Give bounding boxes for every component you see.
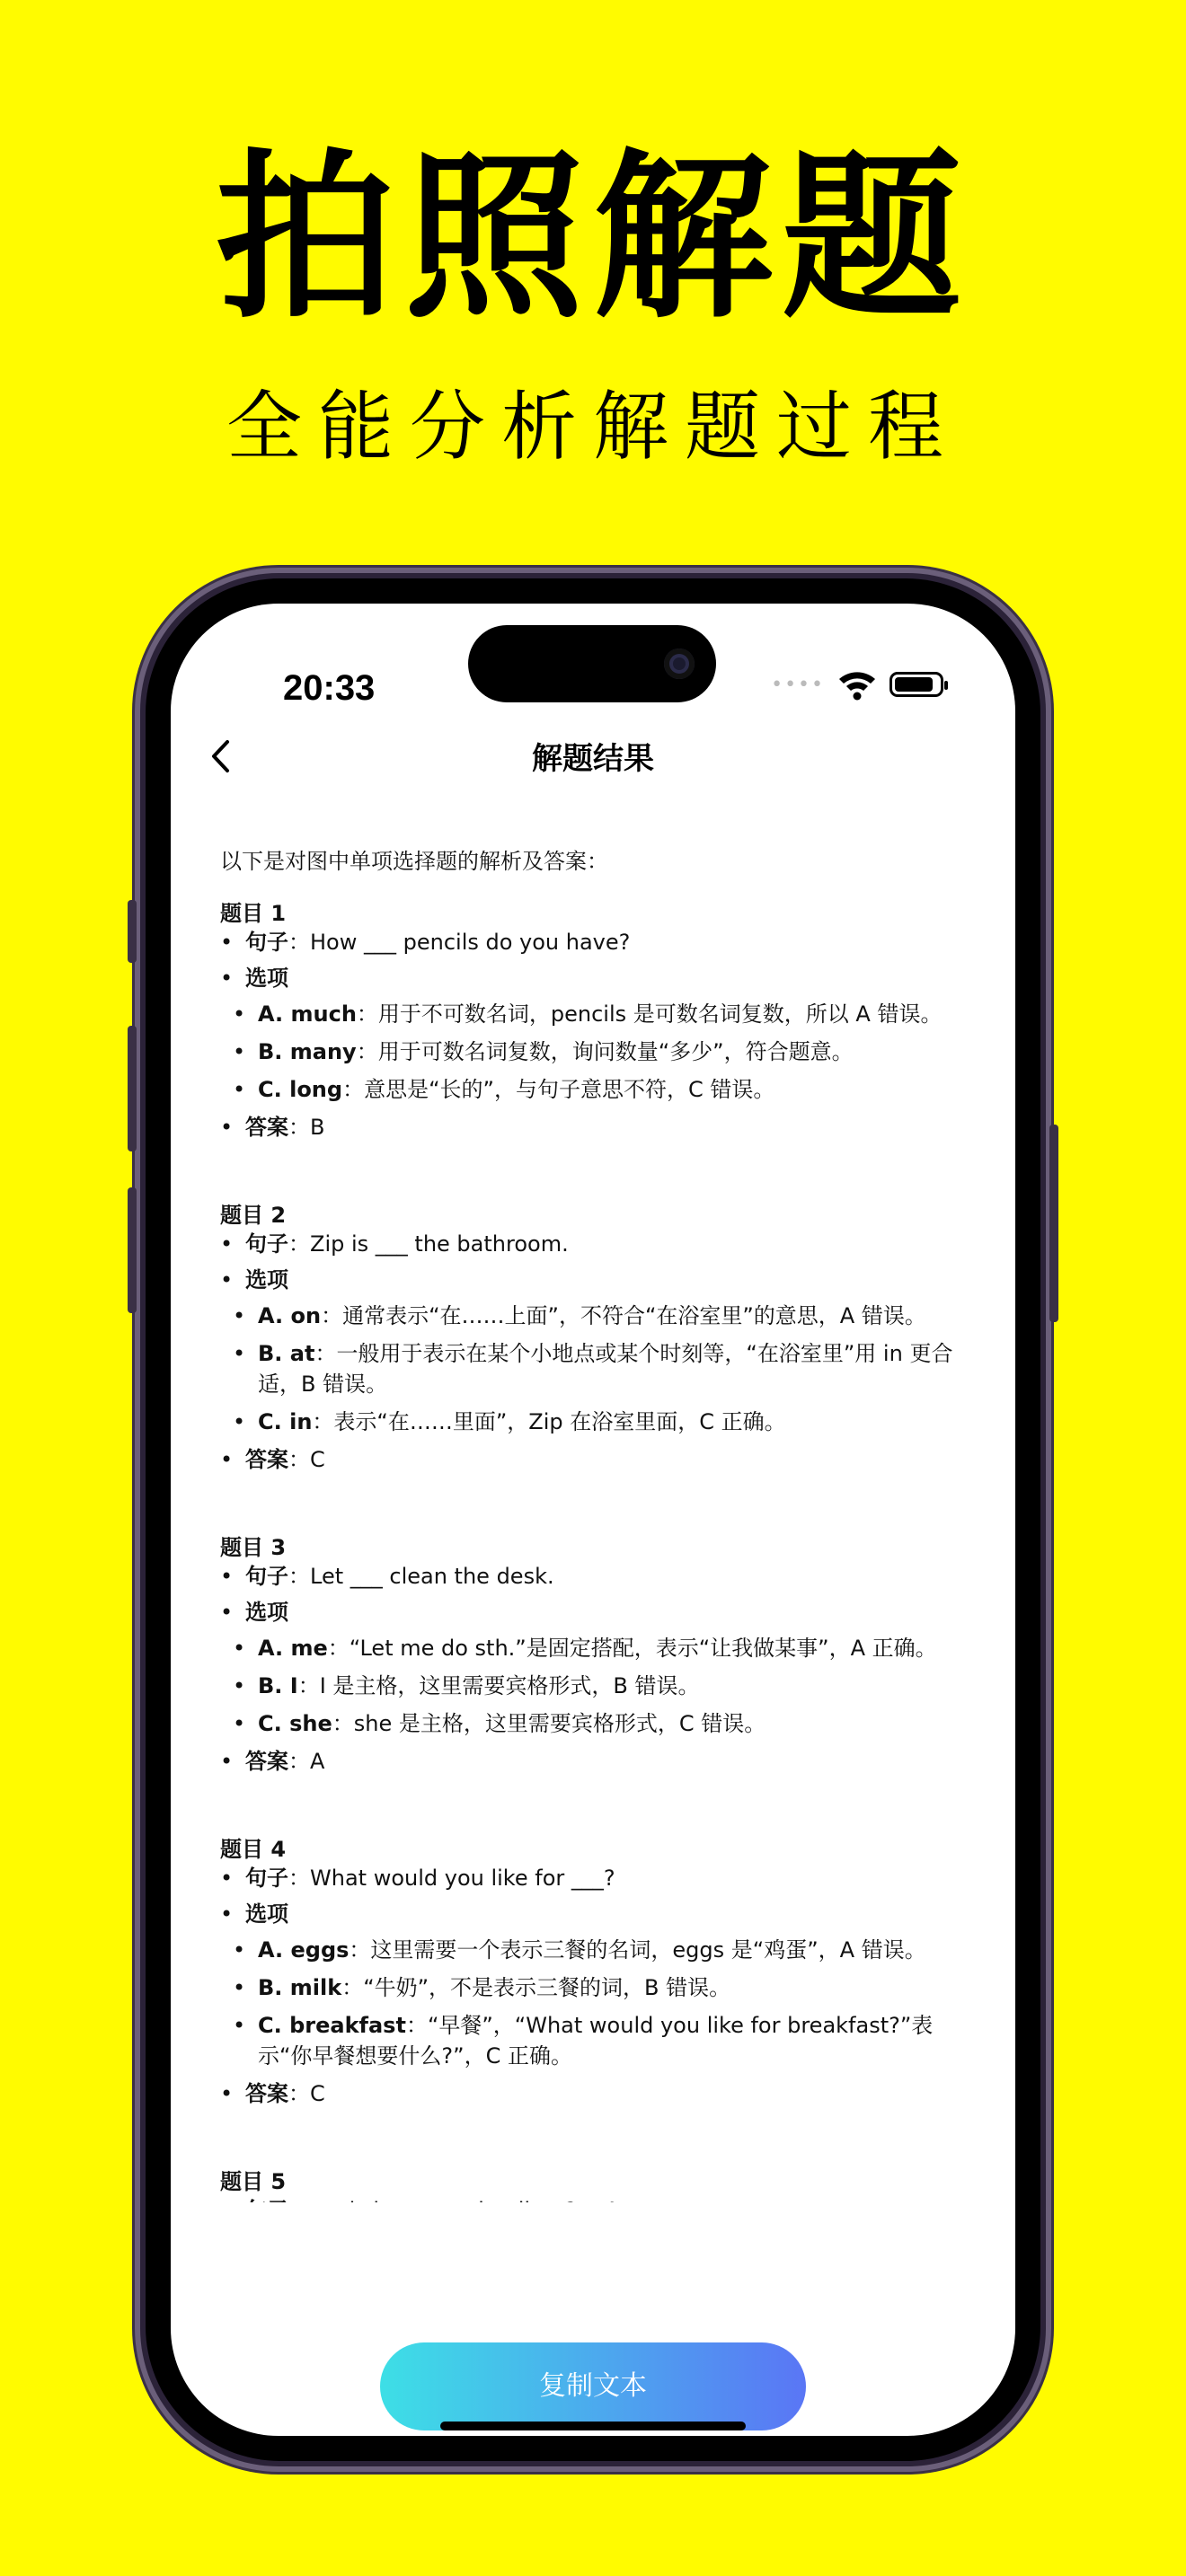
- option-item: • C. breakfast：“早餐”，“What would you like for breakfast?”表示“你早餐想要什么?”，C 正确。: [233, 2013, 934, 2069]
- wifi-icon: [837, 668, 877, 701]
- home-indicator[interactable]: [440, 2422, 746, 2430]
- question-block: [220, 1836, 984, 2109]
- sentence-row: • 句子：How ___ pencils do you have?: [220, 930, 631, 955]
- question-title: 题目 2: [220, 1203, 287, 1228]
- page-title: 解题结果: [532, 741, 654, 777]
- option-item: • A. much：用于不可数名词，pencils 是可数名词复数，所以 A 错误。: [233, 1001, 943, 1027]
- option-item: • B. I：I 是主格，这里需要宾格形式，B 错误。: [233, 1673, 700, 1698]
- hero-title: 拍照解题: [215, 132, 970, 343]
- battery-icon: [890, 672, 943, 697]
- question-title: 题目 3: [220, 1535, 287, 1560]
- option-item: • A. eggs：这里需要一个表示三餐的名词，eggs 是“鸡蛋”，A 错误。: [233, 1937, 926, 1963]
- intro-text: 以下是对图中单项选择题的解析及答案：: [220, 849, 608, 874]
- result-text[interactable]: [220, 846, 984, 2321]
- question-title: 题目 4: [220, 1837, 287, 1862]
- status-icons: [771, 666, 943, 702]
- option-item: • C. in：表示“在……里面”，Zip 在浴室里面，C 正确。: [233, 1409, 786, 1434]
- option-item: • C. she：she 是主格，这里需要宾格形式，C 错误。: [233, 1711, 766, 1736]
- sentence-row: • 句子：Zip is ___ the bathroom.: [220, 1231, 569, 1257]
- answer-row: • 答案：B: [220, 1115, 325, 1140]
- signal-icon: ••••: [771, 673, 825, 696]
- option-item: • A. me：“Let me do sth.”是固定搭配，表示“让我做某事”，A 正确。: [233, 1636, 937, 1661]
- option-item: • A. on：通常表示“在……上面”，不符合“在浴室里”的意思，A 错误。: [233, 1303, 926, 1328]
- option-item: • B. milk：“牛奶”，不是表示三餐的词，B 错误。: [233, 1975, 731, 2000]
- question-block: [220, 1202, 984, 1475]
- copy-text-button[interactable]: 复制文本: [380, 2342, 806, 2430]
- question-block: [220, 900, 984, 1142]
- option-item: • B. many：用于可数名词复数，询问数量“多少”，符合题意。: [233, 1039, 854, 1064]
- answer-row: • 答案：A: [220, 1749, 325, 1774]
- options-row: • 选项: [220, 966, 288, 991]
- question-block: [220, 1534, 984, 1777]
- power-button: [1049, 1125, 1058, 1322]
- sentence-row: • 句子：Let ___ clean the desk.: [220, 1564, 554, 1589]
- scroll-clip: [171, 2202, 1015, 2256]
- volume-up-button: [128, 1026, 137, 1151]
- answer-row: • 答案：C: [220, 2081, 325, 2106]
- sentence-row: • 句子：What would you like for ___?: [220, 1866, 615, 1891]
- volume-down-button: [128, 1187, 137, 1313]
- camera-icon: [664, 648, 695, 679]
- options-row: • 选项: [220, 1600, 288, 1625]
- dynamic-island: [468, 625, 716, 702]
- option-item: • C. long：意思是“长的”，与句子意思不符，C 错误。: [233, 1077, 775, 1102]
- action-button: [128, 900, 137, 963]
- question-title: 题目 5: [220, 2169, 287, 2194]
- phone-frame: [135, 568, 1051, 2472]
- options-row: • 选项: [220, 1267, 288, 1292]
- options-row: • 选项: [220, 1901, 288, 1927]
- option-item: • B. at：一般用于表示在某个小地点或某个时刻等，“在浴室里”用 in 更合适，B 错误。: [233, 1341, 953, 1397]
- status-time: 20:33: [283, 668, 376, 708]
- hero-subtitle: 全能分析解题过程: [226, 383, 960, 471]
- question-title: 题目 1: [220, 901, 287, 926]
- screen: [171, 604, 1015, 2436]
- answer-row: • 答案：C: [220, 1447, 325, 1472]
